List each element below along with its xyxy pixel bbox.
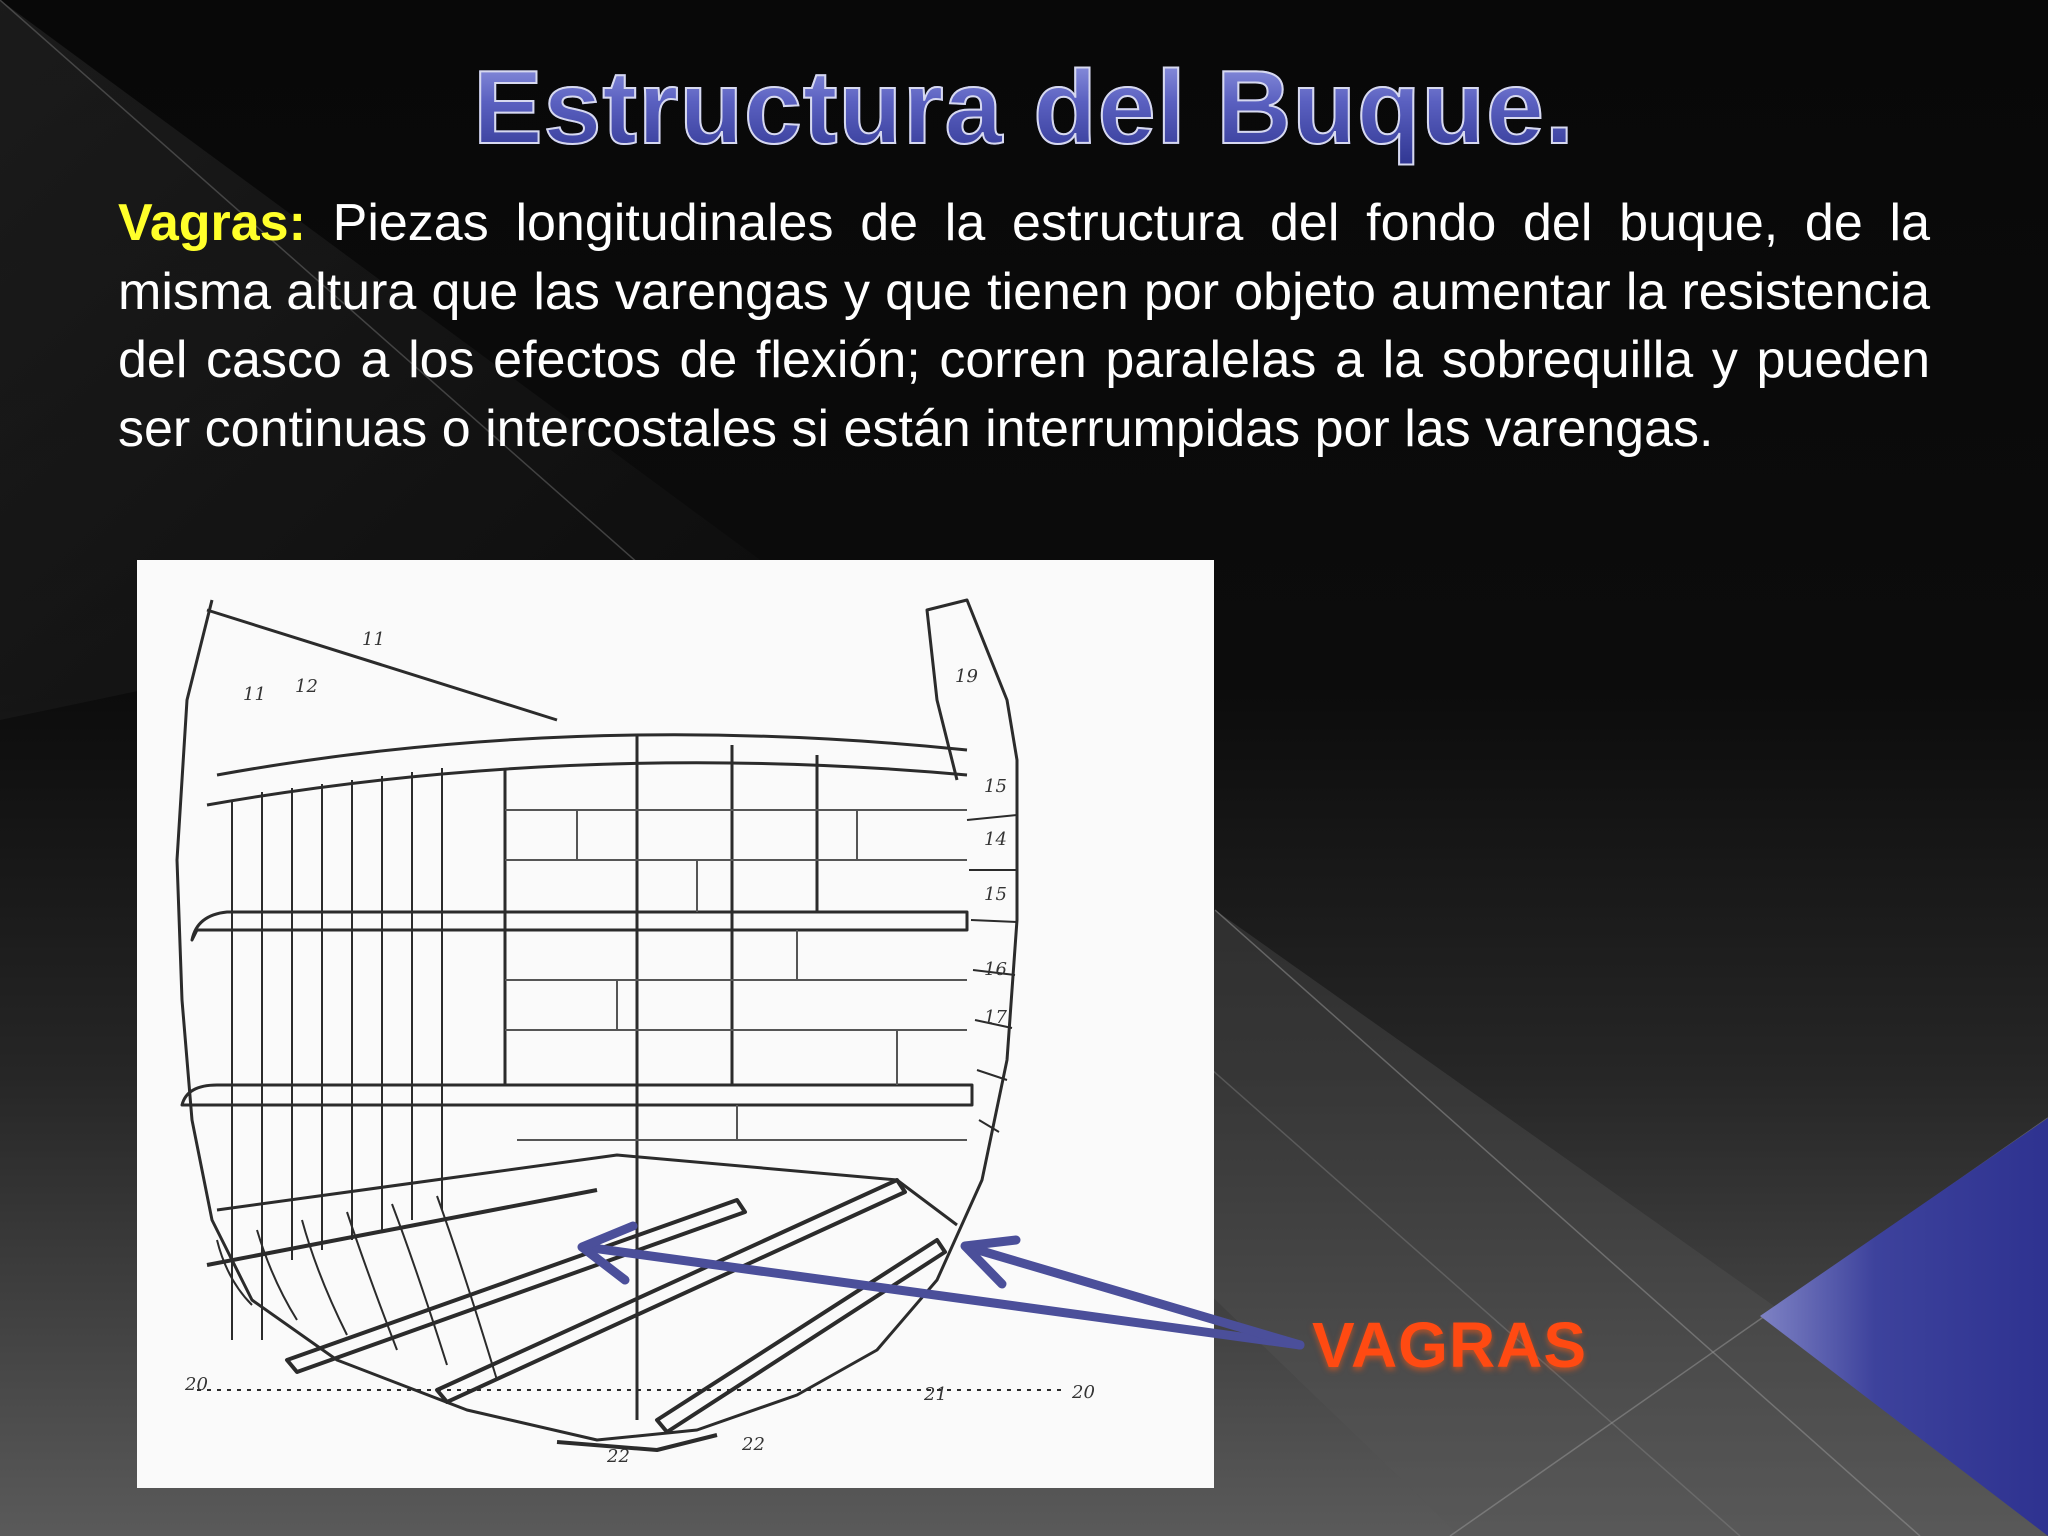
frame-number-label: 21: [924, 1384, 947, 1405]
frame-number-label: 17: [984, 1007, 1007, 1028]
frame-number-label: 11: [362, 629, 385, 650]
slide-title: Estructura del Buque.: [0, 48, 2048, 168]
term-label: Vagras:: [118, 194, 306, 252]
frame-number-label: 20: [185, 1374, 208, 1395]
bulkhead-plating: [505, 810, 967, 1140]
hull-drawing: [137, 560, 1214, 1488]
lower-deck: [182, 1085, 972, 1105]
frame-number-label: 22: [607, 1446, 630, 1467]
frame-number-label: 15: [984, 884, 1007, 905]
upper-deck: [207, 610, 967, 775]
frame-number-label: 22: [742, 1434, 765, 1455]
frame-number-label: 15: [984, 776, 1007, 797]
frame-number-label: 19: [955, 666, 978, 687]
frame-number-label: 12: [295, 676, 318, 697]
tween-deck: [192, 912, 967, 940]
definition-paragraph: [118, 189, 1930, 463]
frame-number-label: 16: [984, 959, 1007, 980]
frame-number-label: 20: [1072, 1382, 1095, 1403]
ship-hull-cross-section-image: [137, 560, 1214, 1488]
vagras-girders: [207, 1180, 945, 1432]
vagras-callout-label: VAGRAS: [1312, 1309, 1588, 1381]
frame-number-label: 11: [243, 684, 266, 705]
hull-outline: [177, 600, 1017, 1440]
frame-number-label: 14: [984, 829, 1007, 850]
definition-text: Piezas longitudinales de la estructura del fondo del buque, de la misma altura que las varengas y que tienen por objeto aumentar la resistencia del casco a los efectos de flexión; corren paralelas a la sobrequilla y pueden ser continuas o intercostales si están interrumpidas por las varengas.: [118, 194, 1930, 458]
